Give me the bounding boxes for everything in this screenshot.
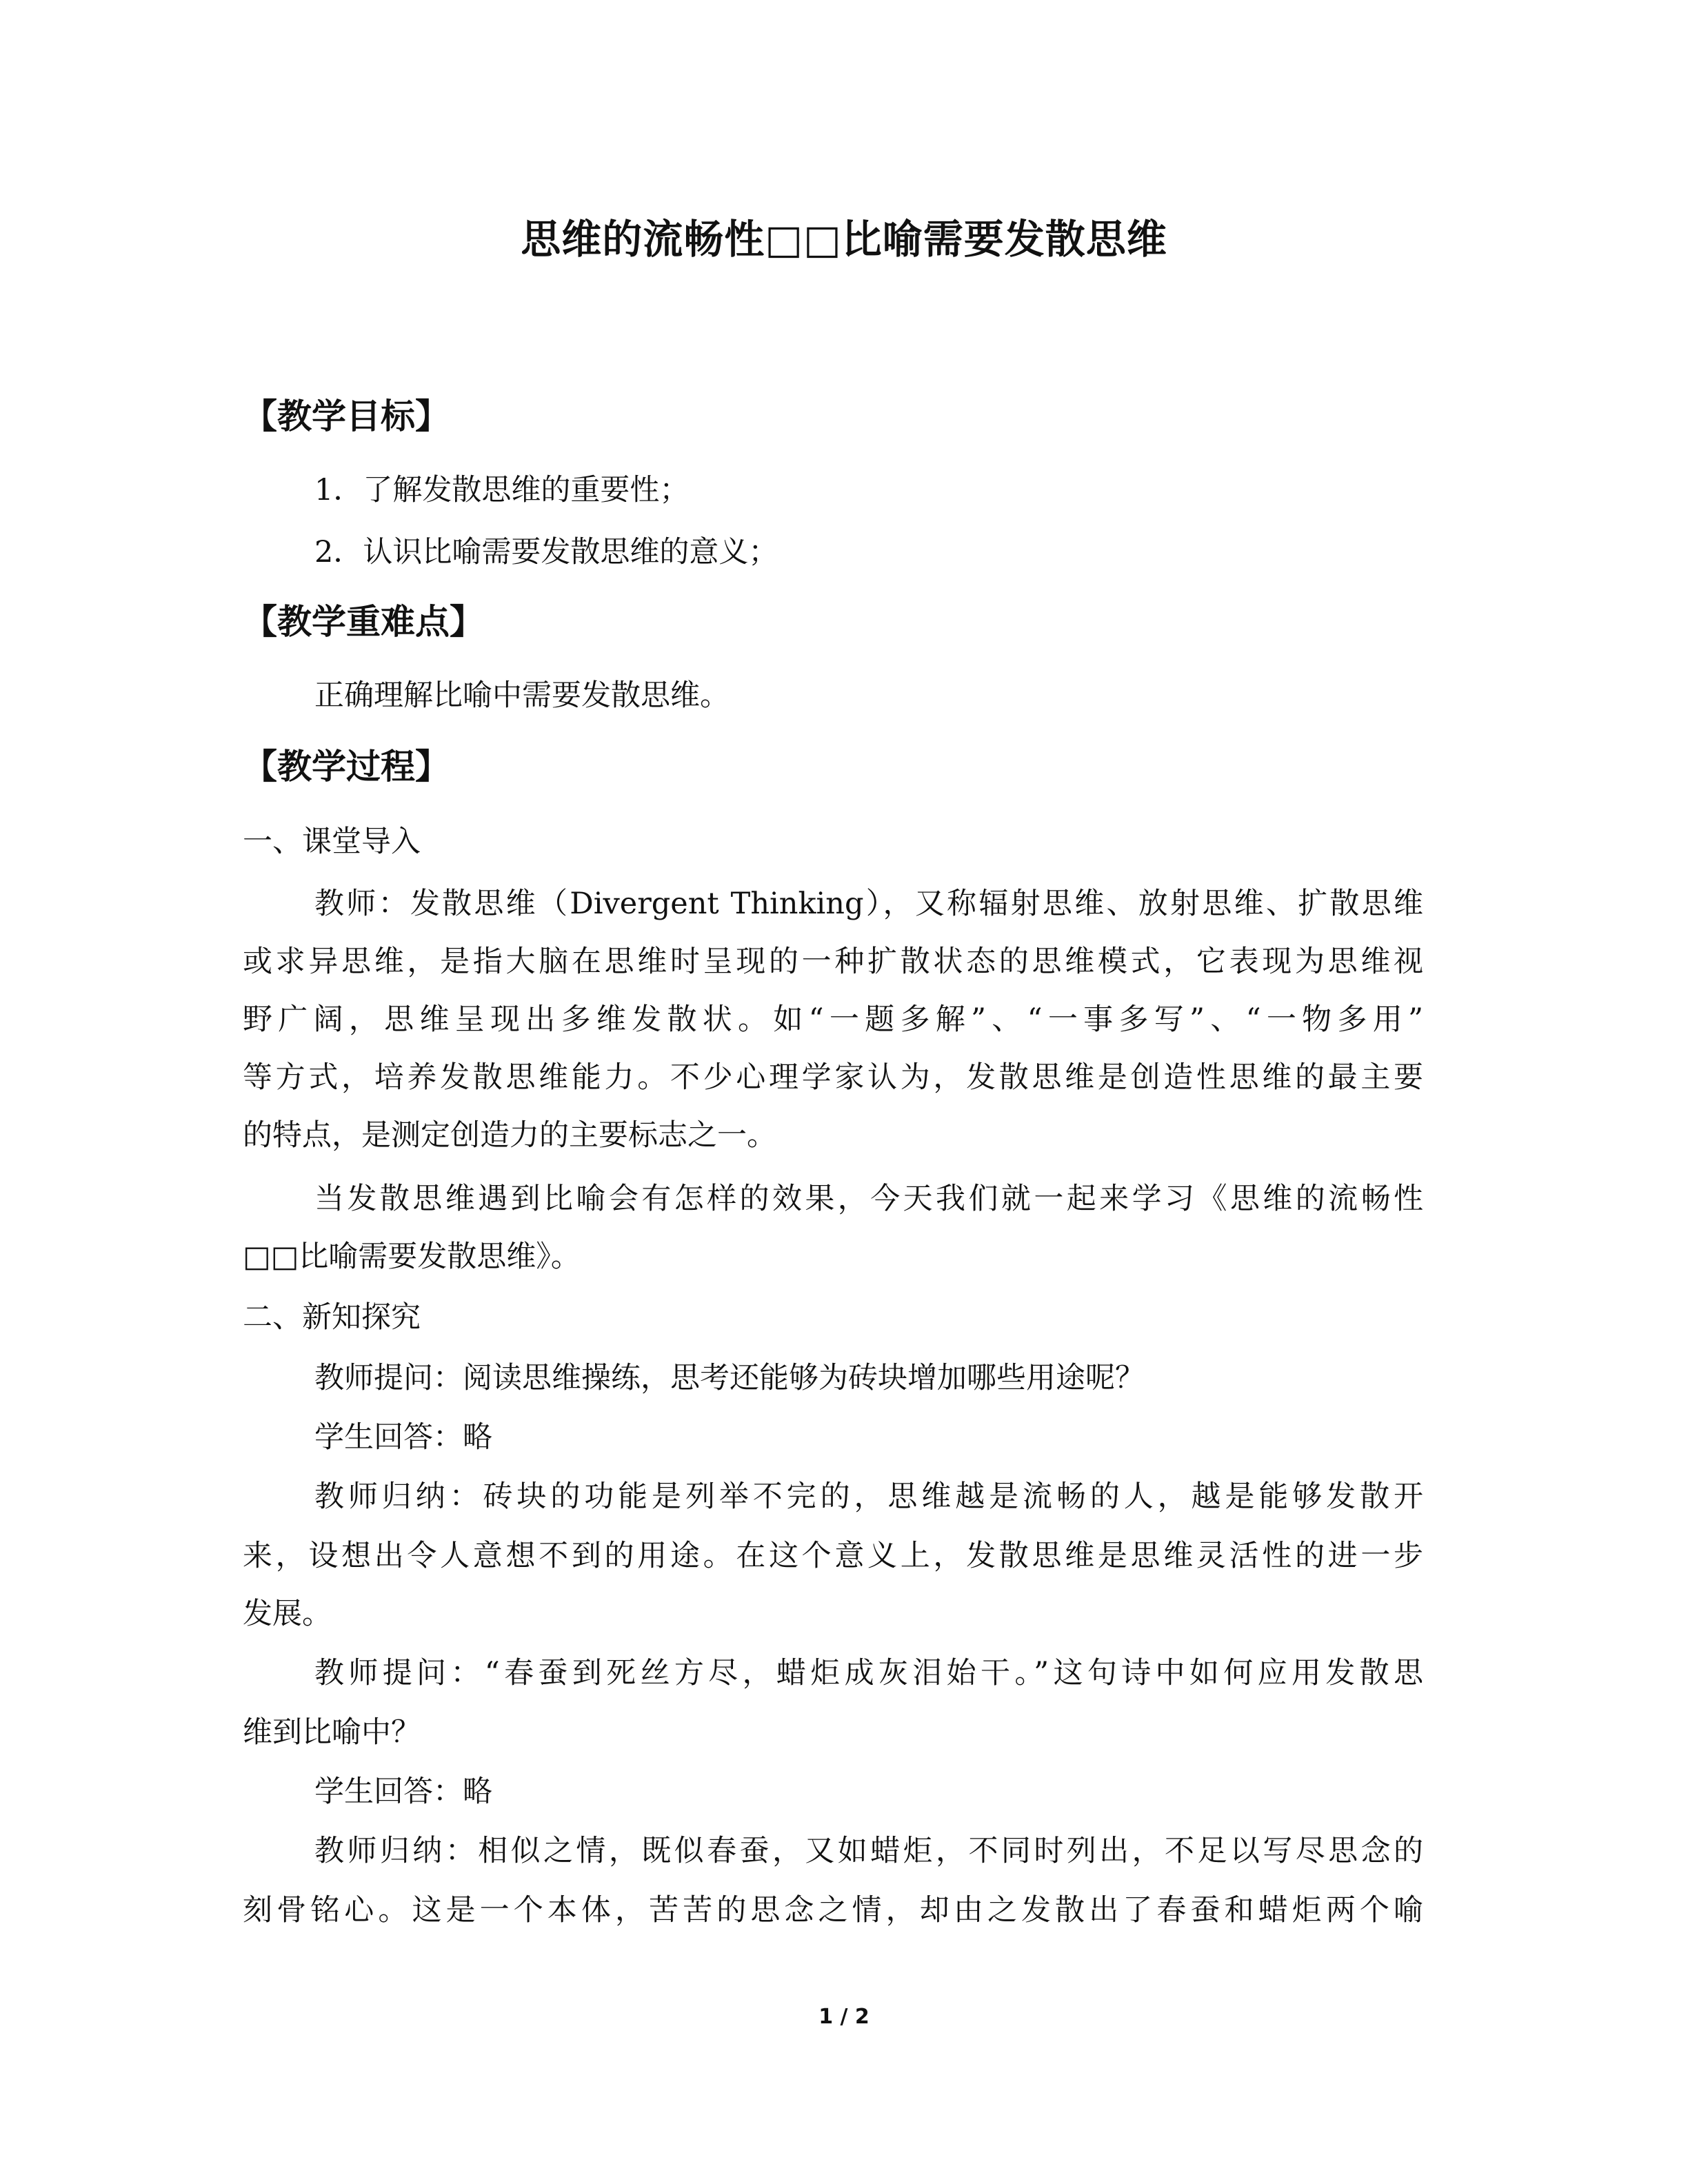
key-points-heading: 【教学重难点】	[243, 602, 484, 642]
p2-line-1: 当发散思维遇到比喻会有怎样的效果，今天我们就一起来学习《思维的流畅性	[314, 1182, 1423, 1216]
question-2-line-2: 维到比喻中？	[243, 1715, 421, 1750]
summary-1-line-1: 教师归纳：砖块的功能是列举不完的，思维越是流畅的人，越是能够发散开	[314, 1479, 1423, 1514]
goal-item-1: 1．了解发散思维的重要性；	[314, 473, 690, 507]
question-2-line-1: 教师提问：“春蚕到死丝方尽，蜡炬成灰泪始干。”这句诗中如何应用发散思	[314, 1656, 1423, 1690]
summary-2-line-2: 刻骨铭心。这是一个本体，苦苦的思念之情，却由之发散出了春蚕和蜡炬两个喻	[243, 1893, 1423, 1928]
p1-line-1: 教师：发散思维（Divergent Thinking），又称辐射思维、放射思维、扩散思维	[314, 887, 1423, 921]
question-1: 教师提问：阅读思维操练，思考还能够为砖块增加哪些用途呢？	[314, 1361, 1145, 1395]
answer-1: 学生回答：略	[314, 1420, 492, 1455]
goal-item-2: 2．认识比喻需要发散思维的意义；	[314, 535, 778, 569]
key-points-text: 正确理解比喻中需要发散思维。	[314, 678, 730, 713]
goals-heading: 【教学目标】	[243, 396, 450, 436]
answer-2: 学生回答：略	[314, 1775, 492, 1809]
summary-1-line-3: 发展。	[243, 1597, 332, 1631]
summary-1-line-2: 来，设想出令人意想不到的用途。在这个意义上，发散思维是思维灵活性的进一步	[243, 1539, 1423, 1573]
part2-title: 二、新知探究	[243, 1300, 421, 1335]
p1-line-2: 或求异思维，是指大脑在思维时呈现的一种扩散状态的思维模式，它表现为思维视	[243, 944, 1423, 979]
page-number: 1 / 2	[818, 2005, 870, 2029]
p1-line-5: 的特点，是测定创造力的主要标志之一。	[243, 1118, 776, 1153]
p1-line-4: 等方式，培养发散思维能力。不少心理学家认为，发散思维是创造性思维的最主要	[243, 1060, 1423, 1095]
page-title: 思维的流畅性□□比喻需要发散思维	[521, 216, 1167, 263]
part1-title: 一、课堂导入	[243, 825, 421, 859]
p1-line-3: 野广阔，思维呈现出多维发散状。如“一题多解”、“一事多写”、“一物多用”	[243, 1002, 1423, 1037]
process-heading: 【教学过程】	[243, 747, 450, 787]
summary-2-line-1: 教师归纳：相似之情，既似春蚕，又如蜡炬，不同时列出，不足以写尽思念的	[314, 1834, 1423, 1868]
p2-line-2: □□比喻需要发散思维》。	[243, 1240, 581, 1274]
